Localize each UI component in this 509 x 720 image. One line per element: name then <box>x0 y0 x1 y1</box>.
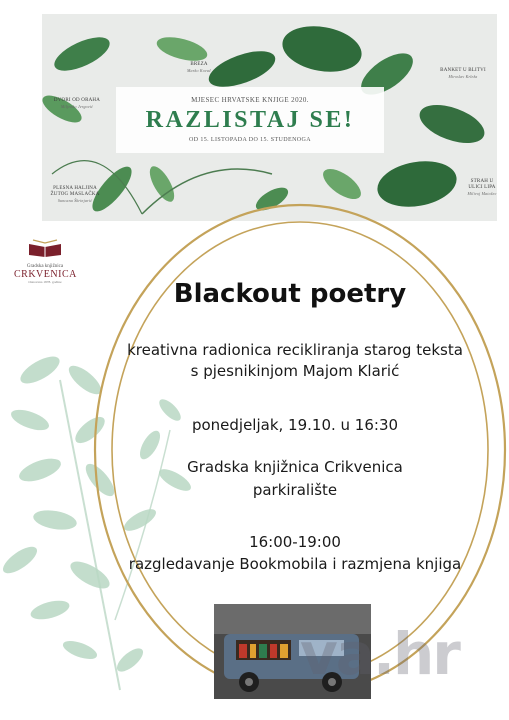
description-line-2: s pjesnikinjom Majom Klarić <box>190 362 400 380</box>
book-label-dvori: DVORI OD ORAHA Miljenko Jergović <box>53 98 101 109</box>
book-label-plesna: PLESNA HALJINA ŽUTOG MASLAČKA Suncana Škrinjarić <box>50 186 100 203</box>
campaign-title: RAZLISTAJ SE! <box>145 107 355 133</box>
event-heading: Blackout poetry <box>173 279 407 309</box>
logo-line-2: CRKVENICA <box>14 269 77 280</box>
campaign-dates: OD 15. LISTOPADA DO 15. STUDENOGA <box>188 137 312 143</box>
bookmobile-time: 16:00-19:00 <box>249 533 341 551</box>
book-label-strah: STRAH U ULICI LIPA Milivoj Matošec <box>467 179 497 196</box>
book-label-breza: BREZA Marko Kovač <box>187 62 212 73</box>
branch-illustration <box>0 351 194 690</box>
logo-line-3: Osnovana 1878. godine <box>28 280 62 284</box>
logo-line-1: Gradska knjižnica <box>26 264 64 269</box>
event-datetime: ponedjeljak, 19.10. u 16:30 <box>191 416 399 434</box>
description-line-1: kreativna radionica recikliranja starog teksta <box>127 341 463 359</box>
event-name: MJESEC HRVATSKE KNJIGE 2020. <box>191 96 309 104</box>
library-logo <box>14 238 76 284</box>
location-line-2: parkiralište <box>252 481 338 499</box>
open-book-icon <box>25 238 65 258</box>
location-line-1: Gradska knjižnica Crikvenica <box>187 458 403 476</box>
watermark-text: va.hr <box>300 620 459 688</box>
book-label-banket: BANKET U BLITVI Miroslav Krleža <box>440 68 486 79</box>
bookmobile-activity: razgledavanje Bookmobila i razmjena knjiga <box>128 555 462 573</box>
